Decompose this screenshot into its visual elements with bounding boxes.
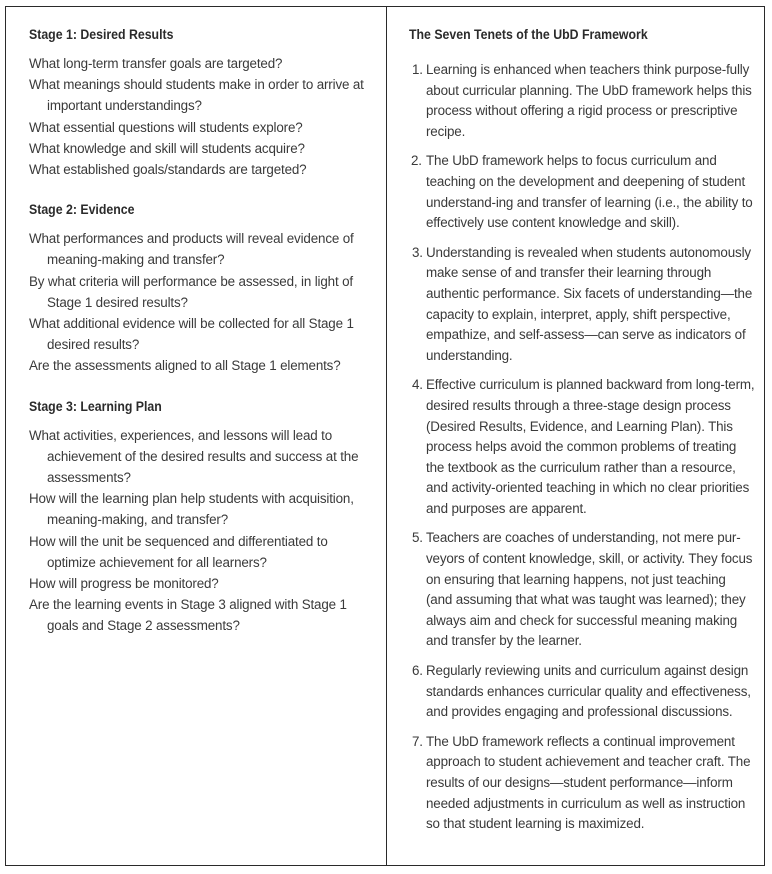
- tenets-column: [409, 24, 755, 844]
- question-item: By what criteria will performance be assessed, in light of Stage 1 desired results?: [29, 273, 353, 310]
- tenet-number: 7.: [412, 733, 423, 749]
- stage-1-section: [29, 24, 377, 180]
- tenet-item: [409, 243, 755, 367]
- tenet-item: [409, 528, 755, 652]
- tenet-number: 5.: [412, 530, 423, 546]
- question-item: What performances and products will reveal evidence of meaning-making and transfer?: [29, 231, 354, 268]
- question-item: How will the learning plan help students with acquisition, meaning-making, and transfer?: [29, 491, 354, 528]
- tenet-text: Teachers are coaches of understanding, not mere pur-veyors of content knowledge, skill, or activity. They focus on ensuring that learning happens, not just teaching (and assuming that what was taught was learned); they always aim and check for successful meaning making and transfer by the learner.: [426, 530, 753, 649]
- stage-1-questions: [29, 53, 377, 180]
- question-item: What knowledge and skill will students acquire?: [29, 140, 305, 156]
- question-item: How will the unit be sequenced and differentiated to optimize achievement for all learners?: [29, 533, 328, 570]
- stage-2-section: [29, 199, 377, 376]
- tenet-number: 2.: [411, 153, 422, 169]
- tenet-item: [409, 661, 755, 723]
- stage-3-heading: Stage 3: Learning Plan: [29, 398, 162, 414]
- tenets-title: The Seven Tenets of the UbD Framework: [409, 27, 648, 42]
- tenet-item: [409, 732, 755, 835]
- question-item: What essential questions will students explore?: [29, 119, 303, 135]
- question-item: Are the assessments aligned to all Stage 1 elements?: [29, 358, 341, 374]
- tenet-number: 6.: [412, 663, 423, 679]
- question-item: What long-term transfer goals are targeted?: [29, 56, 283, 71]
- tenet-text: Understanding is revealed when students autonomously make sense of and transfer their learning through authentic performance. Six facets of understanding—the capacity to explain, interpret, apply, shift perspective, empathize, and self-assess—can serve as indicators of understanding.: [426, 244, 753, 363]
- tenet-text: The UbD framework reflects a continual improvement approach to student achievement and teacher craft. The results of our designs—student performance—inform needed adjustments in curriculum as well as instruction so that student learning is maximized.: [426, 733, 751, 832]
- tenet-number: 1.: [412, 62, 423, 77]
- stage-3-section: [29, 396, 377, 637]
- column-divider: [386, 6, 387, 866]
- tenet-text: Regularly reviewing units and curriculum against design standards enhances curricular quality and effectiveness, and provides engaging and professional discussions.: [426, 663, 751, 720]
- stage-2-heading: Stage 2: Evidence: [29, 202, 135, 218]
- question-item: What established goals/standards are targeted?: [29, 162, 307, 178]
- stages-column: [29, 24, 377, 656]
- tenet-text: The UbD framework helps to focus curriculum and teaching on the development and deepening of student understand-ing and transfer of learning (i.e., the ability to effectively use content knowledge and skill).: [426, 153, 753, 231]
- question-item: What activities, experiences, and lessons will lead to achievement of the desired results and success at the assessments?: [29, 427, 359, 486]
- tenet-item: [409, 151, 755, 233]
- tenet-number: 4.: [412, 377, 423, 393]
- stage-1-heading: Stage 1: Desired Results: [29, 27, 174, 42]
- question-item: Are the learning events in Stage 3 aligned with Stage 1 goals and Stage 2 assessments?: [29, 597, 347, 634]
- question-item: What meanings should students make in order to arrive at important understandings?: [29, 77, 364, 114]
- tenet-number: 3.: [412, 244, 423, 260]
- tenet-item: [409, 60, 755, 142]
- tenet-text: Learning is enhanced when teachers think purpose-fully about curricular planning. The UbD framework helps this process without offering a rigid process or prescriptive recipe.: [426, 62, 752, 139]
- stage-3-questions: [29, 425, 377, 637]
- tenet-item: [409, 375, 755, 519]
- stage-2-questions: [29, 228, 377, 376]
- tenet-text: Effective curriculum is planned backward from long-term, desired results through a three-stage design process (Desired Results, Evidence, and Learning Plan). This process helps avoid the common problems of treating the textbook as the curriculum rather than a resource, and activity-oriented teaching in which no clear priorities and purposes are apparent.: [426, 377, 755, 516]
- question-item: How will progress be monitored?: [29, 576, 219, 592]
- question-item: What additional evidence will be collected for all Stage 1 desired results?: [29, 316, 354, 353]
- tenets-list: [409, 60, 755, 835]
